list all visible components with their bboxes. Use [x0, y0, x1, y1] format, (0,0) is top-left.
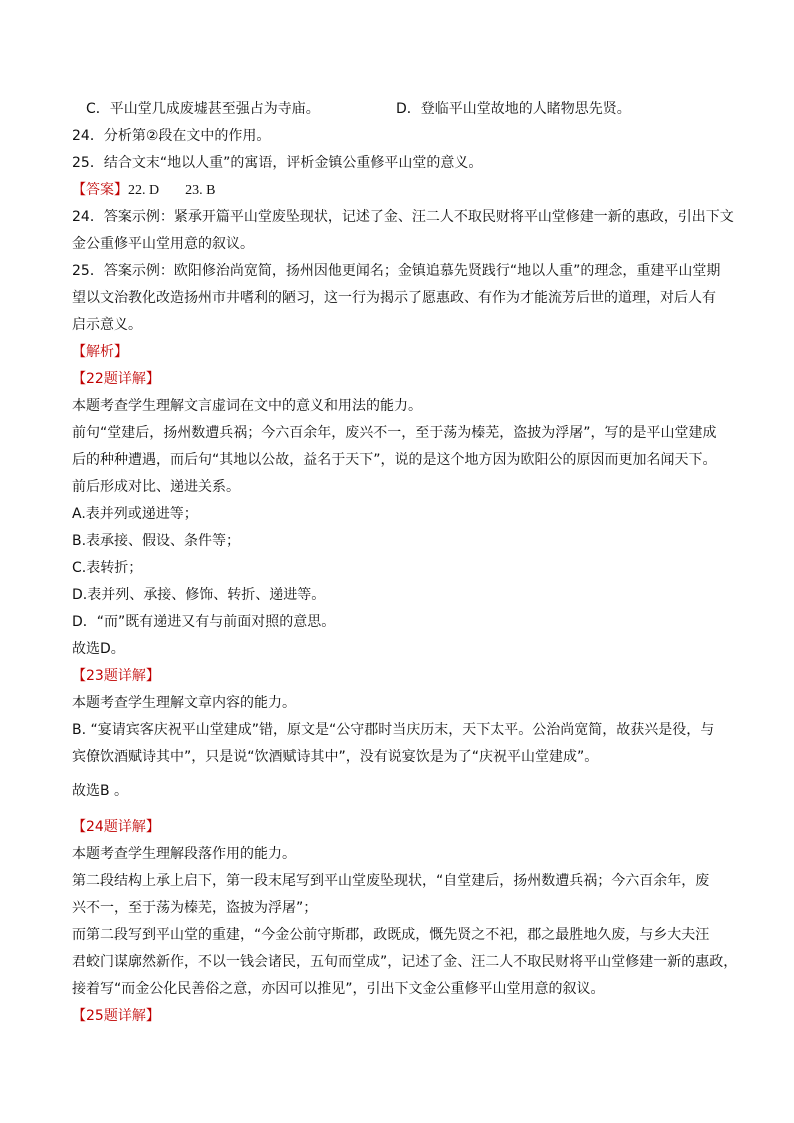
detail-24-line: 兴不一，至于荡为榛芜，盗披为浮屠”； — [72, 900, 318, 916]
detail-23-line: 本题考查学生理解文章内容的能力。 — [72, 695, 296, 711]
answer-22: 22. D — [128, 183, 160, 198]
detail-22-line: 前后形成对比、递进关系。 — [72, 479, 240, 495]
answer-25-line-3: 启示意义。 — [72, 317, 142, 333]
detail-24-line: 君蛟门谋廓然新作，不以一钱会诸民，五旬而堂成”，记述了金、汪二人不取民财将平山堂修建一新的惠政， — [72, 954, 738, 970]
detail-22-line: D．“而”既有递进又有与前面对照的意思。 — [72, 614, 336, 630]
detail-22-option-c: C.表转折； — [72, 560, 143, 576]
answer-25-line-2: 望以文治教化改造扬州市井嗜利的陋习，这一行为揭示了愿惠政、有作为才能流芳后世的道理，对后人有 — [72, 290, 716, 306]
answer-24-line-1: 24．答案示例：紧承开篇平山堂废坠现状，记述了金、汪二人不取民财将平山堂修建一新的惠政，引出下文 — [72, 209, 734, 225]
answer-tag: 【答案】 — [72, 182, 128, 198]
detail-23-line: B. “宴请宾客庆祝平山堂建成”错，原文是“公守郡时当庆历末，天下太平。公治尚宽简，故获兴是役，与 — [72, 722, 715, 738]
answer-25-line-1: 25．答案示例：欧阳修治尚宽简，扬州因他更闻名；金镇追慕先贤践行“地以人重”的理念，重建平山堂期 — [72, 263, 721, 279]
detail-22-option-b: B.表承接、假设、条件等； — [72, 533, 241, 549]
detail-22-line: 前句“堂建后，扬州数遭兵祸；今六百余年，废兴不一，至于荡为榛芜，盗披为浮屠”，写的是平山堂建成 — [72, 425, 717, 441]
option-c: C．平山堂几成废墟甚至强占为寺庙。 — [86, 101, 320, 117]
detail-22-line: 后的种种遭遇，而后句“其地以公故，益名于天下”，说的是这个地方因为欧阳公的原因而更加名闻天下。 — [72, 452, 717, 468]
detail-22-line: 本题考查学生理解文言虚词在文中的意义和用法的能力。 — [72, 398, 422, 414]
analysis-tag: 【解析】 — [72, 344, 128, 360]
detail-22-option-a: A.表并列或递进等； — [72, 506, 198, 522]
answer-23: 23. B — [185, 183, 216, 198]
detail-25-tag: 【25题详解】 — [72, 1008, 160, 1024]
detail-24-tag: 【24题详解】 — [72, 819, 160, 835]
detail-23-line: 宾僚饮酒赋诗其中”，只是说“饮酒赋诗其中”，没有说宴饮是为了“庆祝平山堂建成”。 — [72, 749, 599, 765]
detail-22-tag: 【22题详解】 — [72, 371, 160, 387]
question-24: 24．分析第②段在文中的作用。 — [72, 128, 271, 144]
detail-24-line: 本题考查学生理解段落作用的能力。 — [72, 846, 296, 862]
detail-22-option-d: D.表并列、承接、修饰、转折、递进等。 — [72, 587, 326, 603]
detail-24-line: 而第二段写到平山堂的重建，“今金公前守斯郡，政既成，慨先贤之不祀，郡之最胜地久废，与乡大夫汪 — [72, 927, 710, 943]
option-d: D．登临平山堂故地的人睹物思先贤。 — [396, 101, 631, 117]
detail-24-line: 第二段结构上承上启下，第一段末尾写到平山堂废坠现状，“自堂建后，扬州数遭兵祸；今六百余年，废 — [72, 873, 710, 889]
detail-24-line: 接着写“而金公化民善俗之意，亦因可以推见”，引出下文金公重修平山堂用意的叙议。 — [72, 981, 605, 997]
detail-23-tag: 【23题详解】 — [72, 668, 160, 684]
detail-22-conclusion: 故选D。 — [72, 641, 125, 657]
detail-23-conclusion: 故选B 。 — [72, 783, 129, 799]
answer-line — [72, 181, 215, 200]
answer-24-line-2: 金公重修平山堂用意的叙议。 — [72, 236, 254, 252]
question-25: 25．结合文末“地以人重”的寓语，评析金镇公重修平山堂的意义。 — [72, 155, 483, 171]
